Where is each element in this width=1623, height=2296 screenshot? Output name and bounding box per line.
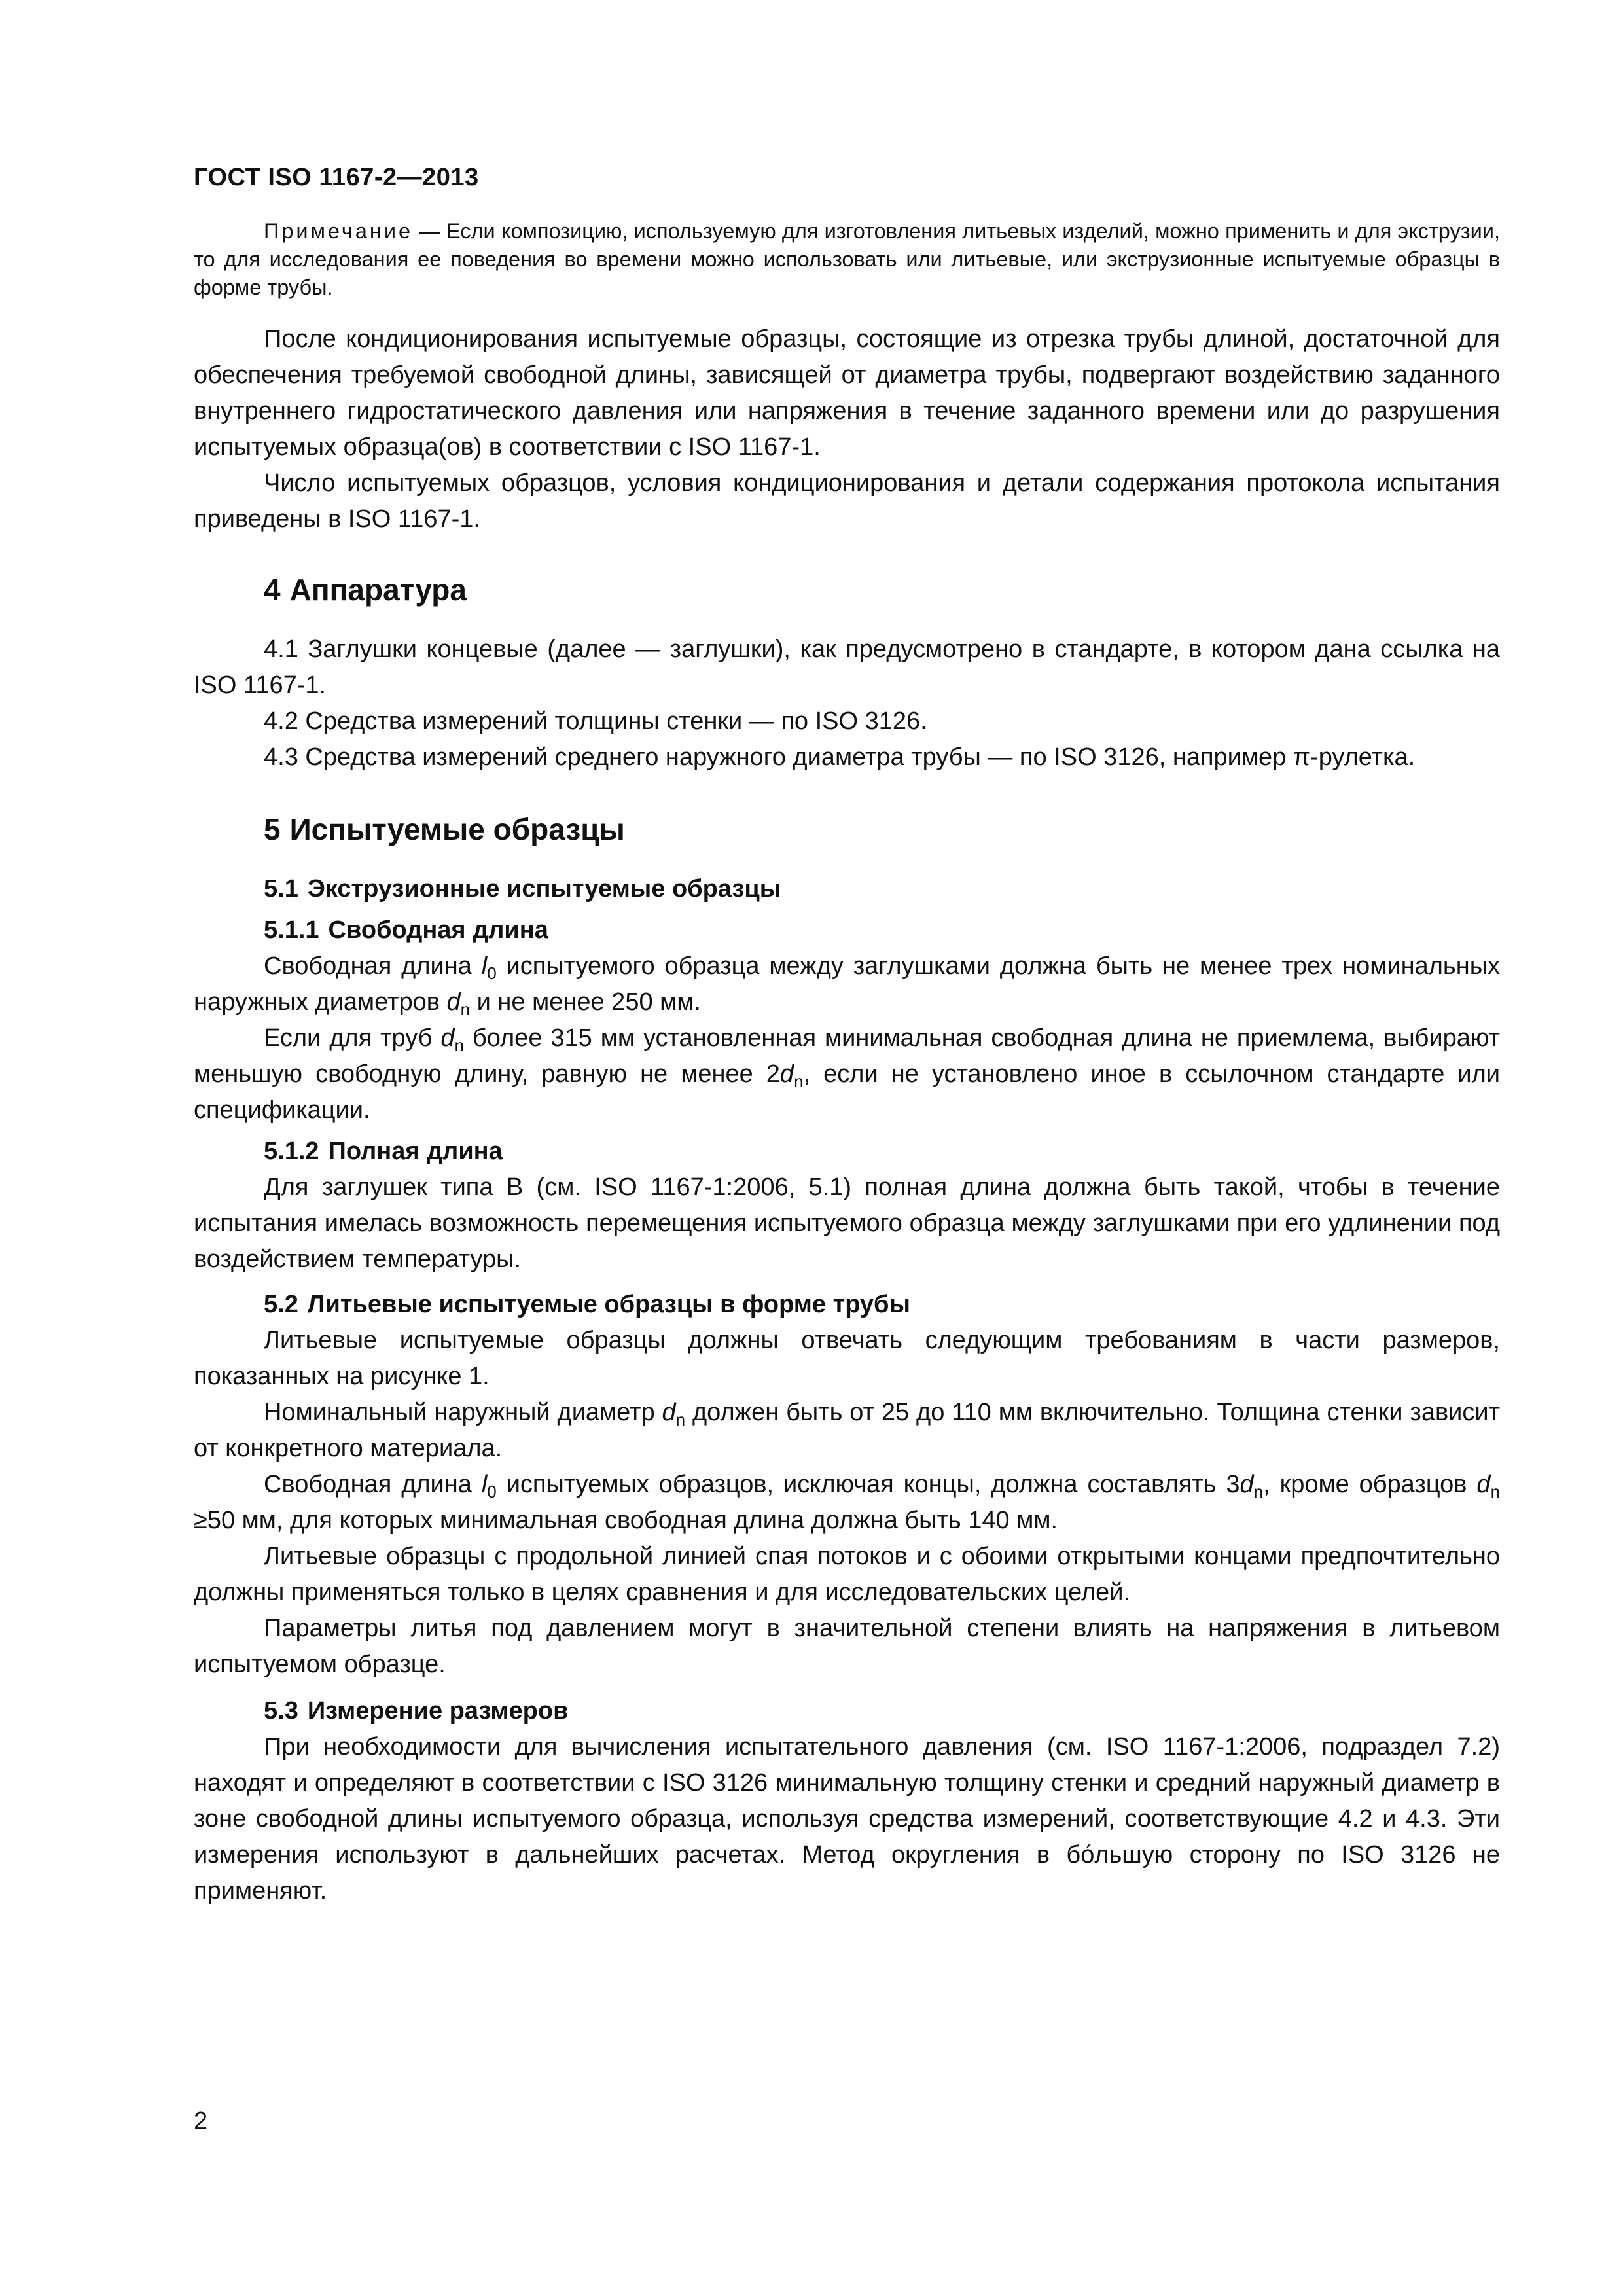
document-code-header: ГОСТ ISO 1167-2—2013 [194,164,479,191]
subsection-5-2-number: 5.2 [264,1291,298,1318]
paragraph-5-2-a: Литьевые испытуемые образцы должны отвечать следующим требованиям в части размеров, показанных на рисунке 1. [194,1327,1500,1390]
text-run: испытуемого образца между заглушками должна быть не менее трех номинальных наружных диаметров [194,952,1501,1016]
subsection-5-1-2-title: Полная длина [328,1138,503,1165]
subsection-5-3-title: Измерение размеров [307,1697,569,1725]
paragraph-5-1-2: Для заглушек типа В (см. ISO 1167-1:2006, 5.1) полная длина должна быть такой, чтобы в течение испытания имелась возможность перемещения испытуемого образца между заглушками при его удлинении под воздействием температуры. [194,1174,1500,1273]
text-run: Если для труб [264,1024,441,1052]
text-run: Номинальный наружный диаметр [264,1399,662,1426]
subsection-5-1-title: Экструзионные испытуемые образцы [307,875,781,903]
text-run: ≥50 мм, для которых минимальная свободная длина должна быть 140 мм. [194,1507,1058,1534]
paragraph-5-1-1-a [194,948,1500,1020]
subsection-5-3-heading [264,1693,1500,1729]
subsection-5-1-2-heading [264,1134,1500,1170]
section-5-number: 5 [264,812,281,846]
note-label: Примечание [264,219,414,243]
symbol-d: d [1240,1471,1254,1498]
text-run: Свободная длина [264,1471,482,1498]
symbol-d: d [662,1399,676,1426]
subsection-5-1-number: 5.1 [264,875,298,903]
page-content [194,217,1500,1909]
subscript-0: 0 [487,963,497,983]
paragraph-5-2-c [194,1467,1500,1539]
subscript-n: n [460,999,471,1019]
text-run: испытуемых образцов, исключая концы, должна составлять 3 [496,1471,1240,1498]
subscript-0: 0 [487,1482,497,1501]
section-5-title: Испытуемые образцы [289,812,625,846]
section-4-heading [264,570,1500,609]
subsection-5-1-1-title: Свободная длина [328,916,548,944]
text-run: должен быть от 25 до 110 мм включительно. Толщина стенки зависит от конкретного материала. [194,1399,1500,1462]
text-run: Свободная длина [264,952,482,980]
subscript-n: n [1253,1482,1264,1501]
text-run: , если не установлено иное в ссылочном стандарте или спецификации. [194,1060,1500,1124]
symbol-d: d [446,988,461,1016]
paragraph-5-3: При необходимости для вычисления испытательного давления (см. ISO 1167-1:2006, подраздел 7.2) находят и определяют в соответствии с ISO 3126 минимальную толщину стенки и средний наружный диаметр в зоне свободной длины испытуемого образца, используя средства измерений, соответствующие 4.2 и 4.3. Эти измерения используют в дальнейших расчетах. Метод округления в бо́льшую сторону по ISO 3126 не применяют. [194,1733,1500,1905]
symbol-d: d [779,1060,794,1088]
paragraph-5-1-1-b [194,1020,1500,1128]
note-paragraph [194,217,1500,302]
note-text: — Если композицию, используемую для изготовления литьевых изделий, можно применить и для экструзии, то для исследования ее поведения во времени можно использовать или литьевые, или экструзионные испытуемые образцы в форме трубы. [194,219,1500,299]
subsection-5-2-heading [264,1287,1500,1323]
subscript-n: n [454,1035,464,1055]
symbol-d: d [1476,1471,1491,1498]
subscript-n: n [1490,1482,1501,1501]
subsection-5-3-number: 5.3 [264,1697,298,1725]
text-run: , кроме образцов [1263,1471,1477,1498]
symbol-l: l [481,1471,488,1498]
paragraph-5-2-e: Параметры литья под давлением могут в значительной степени влиять на напряжения в литьевом испытуемом образце. [194,1615,1500,1678]
item-4-1: 4.1 Заглушки концевые (далее — заглушки), как предусмотрено в стандарте, в котором дана ссылка на ISO 1167-1. [194,636,1500,699]
paragraph-5-2-b [194,1395,1500,1467]
subsection-5-1-1-heading [264,912,1500,948]
intro-paragraph-2: Число испытуемых образцов, условия кондиционирования и детали содержания протокола испытания приведены в ISO 1167-1. [194,469,1500,533]
paragraph-5-2-d: Литьевые образцы с продольной линией спая потоков и с обоими открытыми концами предпочтительно должны применяться только в целях сравнения и для исследовательских целей. [194,1543,1500,1606]
section-5-heading [264,810,1500,849]
subsection-5-1-heading [264,871,1500,907]
item-4-2: 4.2 Средства измерений толщины стенки — по ISO 3126. [264,708,927,735]
section-4-number: 4 [264,573,281,607]
intro-paragraph-1: После кондиционирования испытуемые образцы, состоящие из отрезка трубы длиной, достаточной для обеспечения требуемой свободной длины, зависящей от диаметра трубы, подвергают воздействию заданного внутреннего гидростатического давления или напряжения в течение заданного времени или до разрушения испытуемых образца(ов) в соответствии с ISO 1167-1. [194,325,1500,461]
subscript-n: n [675,1410,686,1429]
subsection-5-1-1-number: 5.1.1 [264,916,319,944]
symbol-l: l [481,952,488,980]
subsection-5-1-2-number: 5.1.2 [264,1138,319,1165]
subsection-5-2-title: Литьевые испытуемые образцы в форме трубы [307,1291,910,1318]
section-4-title: Аппаратура [289,573,467,607]
subscript-n: n [794,1071,804,1091]
symbol-d: d [440,1024,455,1052]
page-number: 2 [194,2108,208,2135]
text-run: более 315 мм установленная минимальная свободная длина не приемлема, выбирают меньшую свободную длину, равную не менее 2 [194,1024,1500,1088]
item-4-3: 4.3 Средства измерений среднего наружного диаметра трубы — по ISO 3126, например π-рулетка. [264,744,1416,771]
text-run: и не менее 250 мм. [470,988,701,1016]
